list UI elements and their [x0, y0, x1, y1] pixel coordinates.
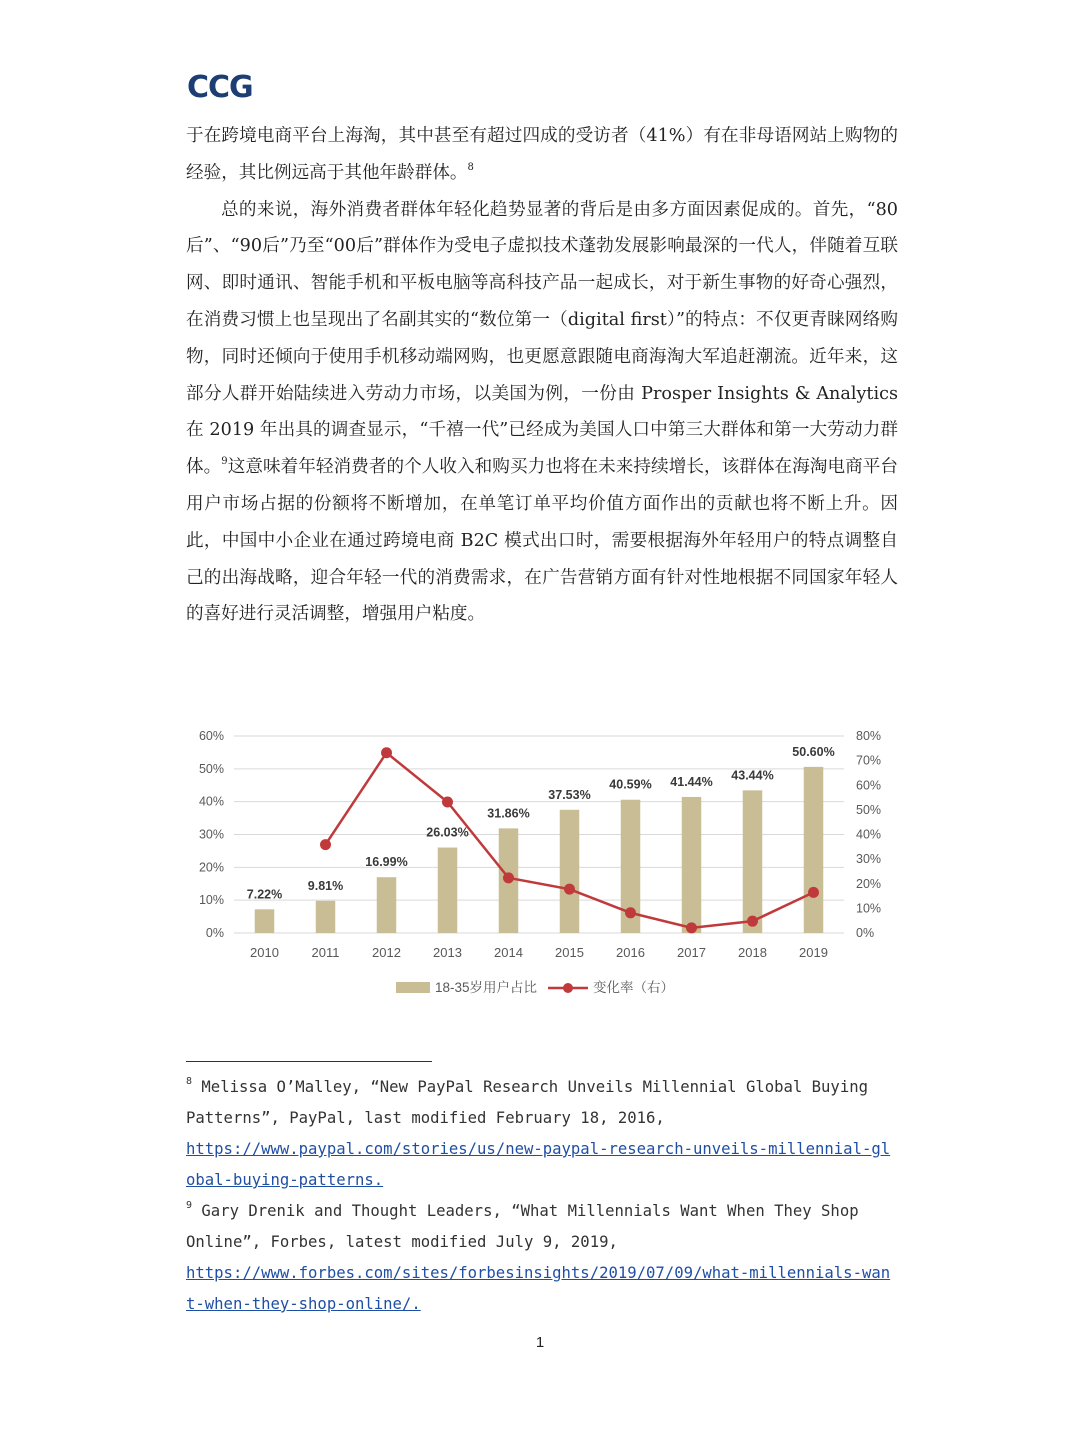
change-rate-point — [686, 922, 697, 933]
legend-line-label: 变化率（右） — [593, 980, 674, 995]
legend-line-marker — [563, 983, 573, 993]
x-tick-label: 2015 — [555, 945, 584, 960]
x-tick-label: 2011 — [311, 945, 340, 960]
bar-data-label: 9.81% — [307, 878, 344, 893]
y-right-tick-label: 30% — [856, 852, 882, 867]
y-left-tick-label: 10% — [198, 893, 224, 908]
footnote-ref-9[interactable]: 9 — [221, 456, 228, 468]
x-tick-label: 2013 — [433, 945, 462, 960]
y-right-tick-label: 70% — [856, 753, 882, 768]
change-rate-point — [381, 747, 392, 758]
y-left-tick-label: 0% — [205, 926, 224, 940]
bar — [377, 877, 397, 933]
body-text — [186, 118, 898, 633]
bar-data-label: 37.53% — [548, 787, 591, 802]
y-right-tick-label: 50% — [856, 802, 882, 817]
paragraph-2: 总的来说，海外消费者群体年轻化趋势显著的背后是由多方面因素促成的。首先，“80后”、“90后”乃至“00后”群体作为受电子虚拟技术蓬勃发展影响最深的一代人，伴随着互联网、即时通讯、智能手机和平板电脑等高科技产品一起成长，对于新生事物的好奇心强烈，在消费习惯上也呈现出了名副其实的“数位第一（digital first）”的特点：不仅更青睐网络购物，同时还倾向于使用手机移动端网购，也更愿意跟随电商海淘大军追赶潮流。近年来，这部分人群开始陆续进入劳动力市场，以美国为例，一份由 Prosper Insights & Analytics 在 2019 年出具的调查显示，“千禧一代”已经成为美国人口中第三大群体和第一大劳动力群体。$^9$这意味着年轻消费者的个人收入和购买力也将在未来持续增长，该群体在海淘电商平台用户市场占据的份额将不断增加，在单笔订单平均价值方面作出的贡献也将不断上升。因此，中国中小企业在通过跨境电商 B2C 模式出口时，需要根据海外年轻用户的特点调整自己的出海战略，迎合年轻一代的消费需求，在广告营销方面有针对性地根据不同国家年轻人的喜好进行灵活调整，增强用户粘度。 — [186, 199, 898, 625]
bar — [438, 848, 458, 933]
bar-data-label: 7.22% — [246, 887, 283, 902]
bar-data-label: 26.03% — [426, 825, 469, 840]
x-tick-label: 2010 — [250, 945, 279, 960]
paragraph-1: 于在跨境电商平台上海淘，其中甚至有超过四成的受访者（41%）有在非母语网站上购物的经验，其比例远高于其他年龄群体。$^8$ — [186, 126, 898, 183]
x-tick-label: 2012 — [372, 945, 401, 960]
footnote-9: $^9$ Gary Drenik and Thought Leaders, “What Millennials Want When They Shop Online”, Forbes, latest modified July 9, 2019, https://www.forbes.com/sites/forbesinsights/2019/07/09/what-millennials-want-when-they-shop-online/. — [186, 1200, 891, 1313]
legend-bar-label: 18-35岁用户占比 — [435, 980, 538, 995]
user-share-chart — [186, 715, 898, 1015]
change-rate-point — [747, 916, 758, 927]
change-rate-point — [564, 884, 575, 895]
bar-data-label: 43.44% — [731, 768, 774, 783]
footnotes — [186, 1072, 898, 1320]
bar — [560, 810, 580, 933]
bar-data-label: 31.86% — [487, 806, 530, 821]
bar-data-label: 16.99% — [365, 855, 408, 870]
change-rate-point — [808, 887, 819, 898]
change-rate-point — [503, 872, 514, 883]
footnote-8: $^8$ Melissa O’Malley, “New PayPal Research Unveils Millennial Global Buying Patterns”, PayPal, last modified February 18, 2016, https://www.paypal.com/stories/us/new-paypal-research-unveils-millennial-global-buying-patterns. — [186, 1076, 891, 1189]
page-number: 1 — [535, 1334, 545, 1351]
bar — [682, 797, 702, 933]
bar — [255, 909, 275, 933]
footnote-separator — [186, 1061, 432, 1062]
x-tick-label: 2014 — [494, 945, 523, 960]
change-rate-point — [320, 839, 331, 850]
bar — [804, 767, 824, 933]
bar-data-label: 41.44% — [670, 774, 713, 789]
footnote-9-link[interactable]: https://www.forbes.com/sites/forbesinsights/2019/07/09/what-millennials-want-when-they-shop-online/. — [186, 1264, 891, 1313]
x-tick-label: 2016 — [616, 945, 645, 960]
x-tick-label: 2019 — [799, 945, 828, 960]
x-tick-label: 2017 — [677, 945, 706, 960]
y-right-tick-label: 0% — [856, 926, 875, 940]
bar-data-label: 50.60% — [792, 744, 835, 759]
change-rate-point — [625, 907, 636, 918]
legend-bar-swatch — [396, 982, 430, 993]
y-left-tick-label: 20% — [198, 860, 224, 875]
change-rate-point — [442, 796, 453, 807]
footnote-8-link[interactable]: https://www.paypal.com/stories/us/new-paypal-research-unveils-millennial-global-buying-patterns. — [186, 1140, 891, 1189]
y-right-tick-label: 80% — [856, 729, 882, 743]
y-right-tick-label: 10% — [856, 901, 882, 916]
bar — [743, 790, 763, 933]
y-left-tick-label: 50% — [198, 761, 224, 776]
y-right-tick-label: 60% — [856, 778, 882, 793]
footnote-ref-8[interactable]: 8 — [467, 161, 474, 173]
y-left-tick-label: 30% — [198, 827, 224, 842]
x-tick-label: 2018 — [738, 945, 767, 960]
y-right-tick-label: 40% — [856, 827, 882, 842]
y-left-tick-label: 40% — [198, 794, 224, 809]
y-right-tick-label: 20% — [856, 876, 882, 891]
y-left-tick-label: 60% — [198, 729, 224, 743]
bar — [316, 901, 336, 933]
bar-data-label: 40.59% — [609, 777, 652, 792]
ccg-logo: CCG — [187, 70, 253, 105]
